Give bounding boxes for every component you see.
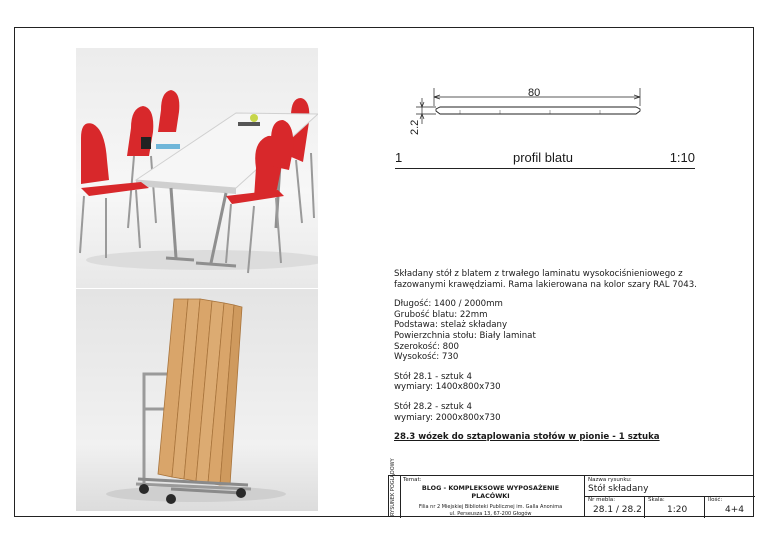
drawing-name: Stół składany (588, 484, 649, 494)
spec-length: Długość: 1400 / 2000mm (394, 299, 503, 310)
drawing-type-text: RYSUNEK POGLĄDOWY (390, 458, 396, 516)
subject-label: Temat: (403, 477, 422, 483)
variant-28-2-dims: wymiary: 2000x800x730 (394, 412, 501, 423)
address-line-1: Filia nr 2 Miejskiej Biblioteki Publicznej im. Galla Anonima (418, 504, 563, 510)
variant-28-2-qty: Stół 28.2 - sztuk 4 (394, 401, 472, 412)
quantity: 4+4 (725, 505, 744, 515)
profile-name: profil blatu (513, 150, 573, 165)
product-description (394, 269, 734, 452)
specifications (394, 299, 734, 363)
item-number: 28.1 / 28.2 (593, 505, 642, 515)
address-line-2: ul. Perseusza 13, 67-200 Głogów (449, 510, 532, 517)
variant-28-1-dims: wymiary: 1400x800x730 (394, 382, 501, 393)
profile-number: 1 (395, 150, 403, 165)
profile-thickness-dimension: 2.2 (409, 119, 421, 135)
stacking-cart-photo (76, 289, 318, 511)
company-name: BLOG - KOMPLEKSOWE WYPOSAŻENIE PLACÓWKI (421, 484, 560, 500)
spec-top-thickness: Grubość blatu: 22mm (394, 309, 488, 320)
table-with-chairs-photo (76, 48, 318, 288)
profile-scale: 1:10 (669, 150, 695, 165)
quantity-label: Ilość: (708, 497, 723, 503)
spec-height: Wysokość: 730 (394, 352, 459, 363)
drawing-name-label: Nazwa rysunku: (588, 477, 632, 483)
variant-28-1 (394, 372, 734, 393)
profile-width-dimension: 80 (528, 87, 541, 99)
caption-underline (395, 168, 695, 169)
variant-28-2 (394, 402, 734, 423)
company-address (403, 504, 578, 517)
spec-width: Szerokość: 800 (394, 341, 460, 352)
scale-label: Skala: (648, 497, 665, 503)
title-block (388, 458, 754, 517)
spec-surface: Powierzchnia stołu: Biały laminat (394, 330, 536, 341)
description-intro: Składany stół z blatem z trwałego laminatu wysokociśnieniowego z fazowanymi krawędziami. Rama lakierowana na kolor szary RAL 7043. (394, 269, 697, 290)
cart-item: 28.3 wózek do sztaplowania stołów w pionie - 1 sztuka (394, 432, 660, 443)
table-top-profile-drawing (400, 80, 700, 150)
drawing-scale: 1:20 (667, 505, 688, 515)
item-number-label: Nr mebla: (588, 497, 616, 503)
drawing-type-label (389, 458, 401, 518)
spec-base: Podstawa: stelaż składany (394, 320, 508, 331)
variant-28-1-qty: Stół 28.1 - sztuk 4 (394, 371, 472, 382)
